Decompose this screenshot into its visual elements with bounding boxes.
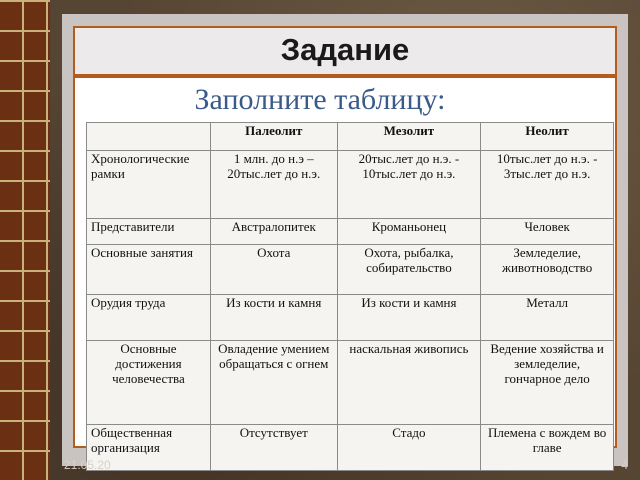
slide-subtitle: Заполните таблицу: (194, 83, 446, 116)
table-row (87, 219, 614, 245)
slide-page-number: 4 (621, 458, 628, 472)
row-label: Основные достижения человечества (87, 341, 211, 425)
table-cell: Стадо (337, 425, 481, 471)
table-cell: 20тыс.лет до н.э. - 10тыс.лет до н.э. (337, 151, 481, 219)
row-label: Представители (87, 219, 211, 245)
table-cell: Племена с вождем во главе (481, 425, 614, 471)
table-header-row (87, 123, 614, 151)
title-box (73, 26, 617, 76)
table-cell: Охота, рыбалка, собирательство (337, 245, 481, 295)
row-label: Основные занятия (87, 245, 211, 295)
table-cell: Овладение умением обращаться с огнем (210, 341, 337, 425)
table-row (87, 245, 614, 295)
table-header-cell: Палеолит (210, 123, 337, 151)
table-cell: Ведение хозяйства и земледелие, гончарное дело (481, 341, 614, 425)
table-row (87, 151, 614, 219)
slide-title: Задание (280, 32, 410, 67)
table-header-cell: Мезолит (337, 123, 481, 151)
table-row (87, 341, 614, 425)
table-row (87, 295, 614, 341)
table-cell: Отсутствует (210, 425, 337, 471)
table-cell: 10тыс.лет до н.э. - 3тыс.лет до н.э. (481, 151, 614, 219)
slide-date: 21.05.20 (64, 458, 111, 472)
table-cell: Металл (481, 295, 614, 341)
table-cell: Из кости и камня (337, 295, 481, 341)
table-cell: наскальная живопись (337, 341, 481, 425)
table-cell: 1 млн. до н.э – 20тыс.лет до н.э. (210, 151, 337, 219)
table-row (87, 425, 614, 471)
table-cell: Австралопитек (210, 219, 337, 245)
row-label: Хронологические рамки (87, 151, 211, 219)
table-cell: Человек (481, 219, 614, 245)
table-header-cell: Неолит (481, 123, 614, 151)
row-label: Орудия труда (87, 295, 211, 341)
table-cell: Кроманьонец (337, 219, 481, 245)
table-cell: Земледелие, животноводство (481, 245, 614, 295)
table-cell: Из кости и камня (210, 295, 337, 341)
row-label: Общественная организация (87, 425, 211, 471)
decorative-side-strip (0, 0, 50, 480)
table-cell: Охота (210, 245, 337, 295)
history-table (86, 122, 614, 471)
table-header-cell (87, 123, 211, 151)
